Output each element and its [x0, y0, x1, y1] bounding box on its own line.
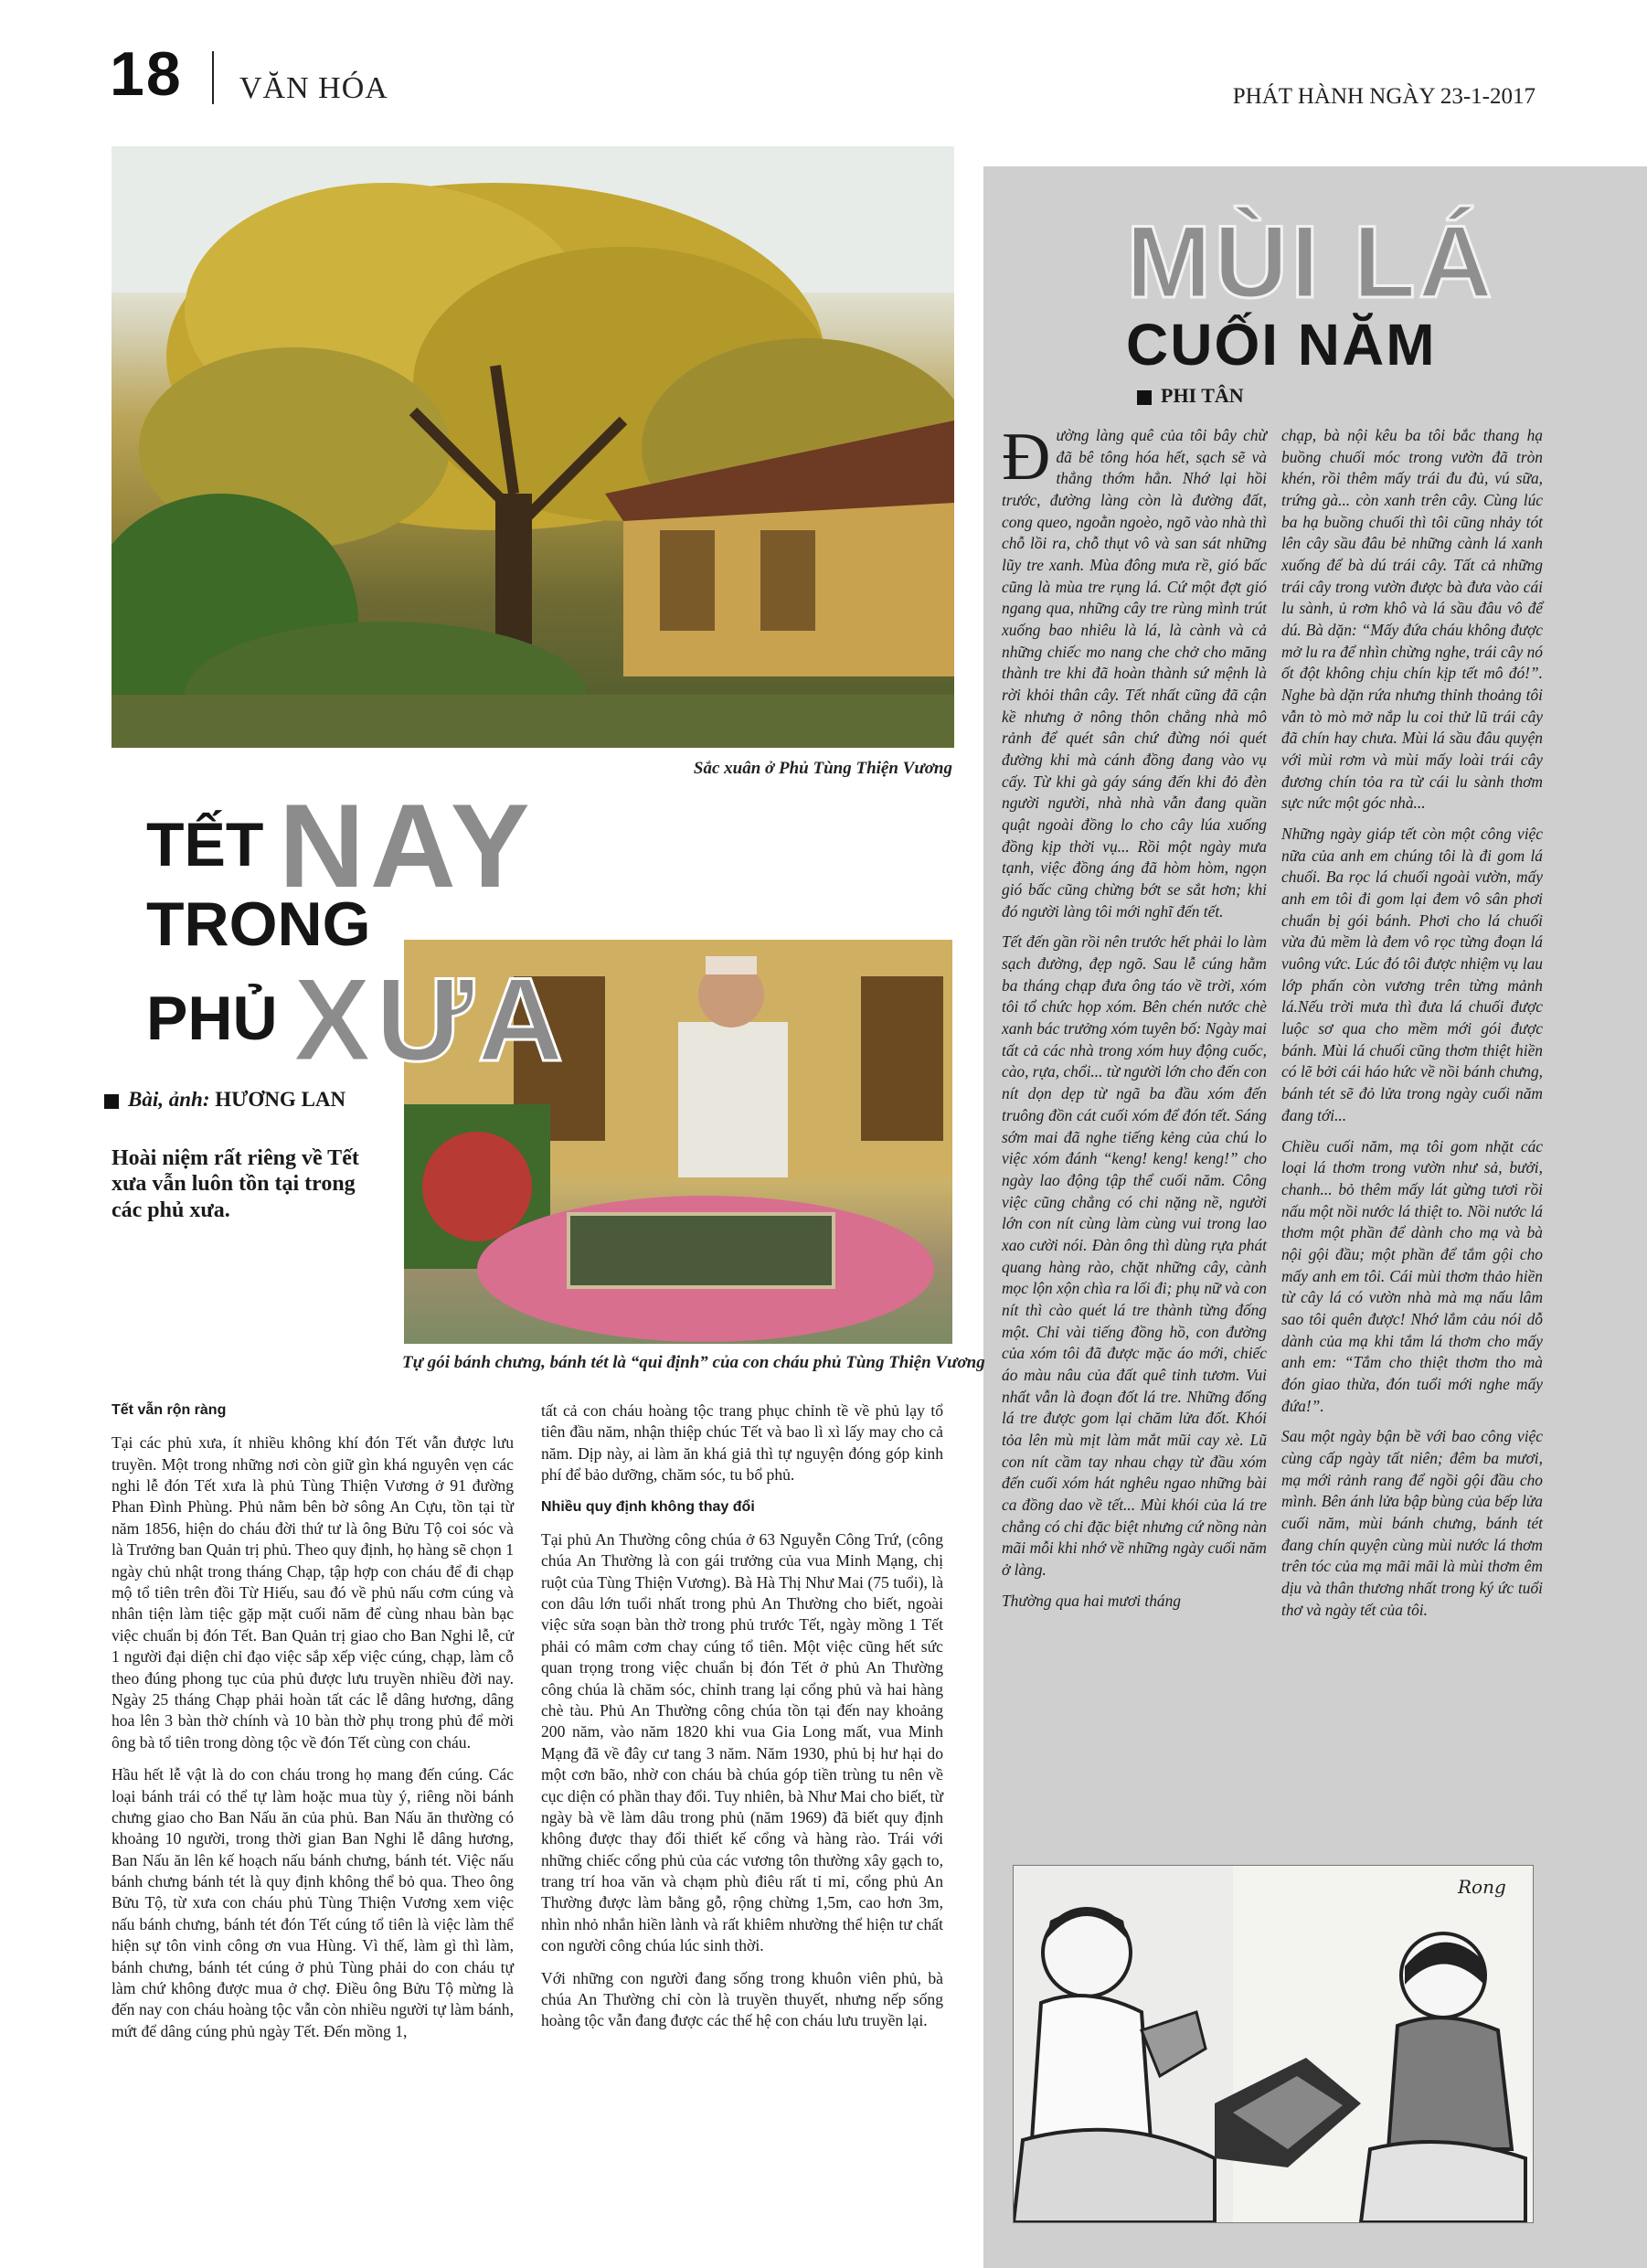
tree-photo-caption: Sắc xuân ở Phủ Tùng Thiện Vương: [693, 759, 952, 778]
paragraph: Thường qua hai mươi tháng: [1002, 1591, 1181, 1610]
right-title-line-1: MÙI LÁ: [1126, 205, 1495, 319]
byline-square-icon: [104, 1094, 119, 1109]
paragraph: Với những con người đang sống trong khuôn viên phủ, bà chúa An Thường chỉ còn là truyền thuyết, nhưng nếp sống hoàng tộc vẫn đang được các thế hệ con cháu lưu truyền lại.: [541, 1968, 943, 2030]
paragraph: Tại các phủ xưa, ít nhiều không khí đón Tết vẫn được lưu truyền. Một trong những nơi còn giữ gìn khá nguyên vẹn các nghi lễ đón Tết xưa là phủ Tùng Thiện Vương ở 91 đường Phan Đình Phùng. Phủ nằm bên bờ sông An Cựu, tồn tại từ năm 1856, hiện do cháu đời thứ tư là ông Bửu Tộ coi sóc và là Trưởng ban Quản trị phủ. Theo quy định, họ hàng sẽ chọn 1 ngày chủ nhật trong tháng Chạp, tập hợp con cháu để đi chạp mộ tổ tiên trên đồi Từ Hiếu, sau đó về phủ nấu cơm cúng và nhân tiện làm tiệc gặp mặt cuối năm để cùng nhau bàn bạc việc chuẩn bị đón Tết. Ban Quản trị giao cho Ban Nghi lễ, cử 1 người đại diện chỉ đạo việc sắp xếp việc cúng, chạp, làm cỗ theo đúng phong tục của phủ được lưu truyền nhiều đời nay. Ngày 25 tháng Chạp phải hoàn tất các lễ dâng hương, dâng hoa lên 3 bàn thờ chính và 10 bàn thờ phụ trong phủ để mời ông bà tổ tiên trong dòng tộc về đón Tết cùng con cháu.: [112, 1433, 514, 1752]
subheading-1: Tết vẫn rộn ràng: [112, 1402, 227, 1418]
paragraph: [1002, 420, 1267, 922]
family-photo-caption: Tự gói bánh chưng, bánh tét là “qui định” của con cháu phủ Tùng Thiện Vương: [402, 1353, 985, 1372]
headline-word-xua: XƯA: [292, 953, 568, 1086]
section-name: VĂN HÓA: [239, 71, 388, 105]
children-illustration: [1013, 1865, 1534, 2223]
illustration-signature: Rong: [1458, 1876, 1506, 1898]
paragraph: Sau một ngày bận bề với bao công việc cùng cấp ngày tất niên; đêm ba mươi, mạ mới rảnh rang để ngồi gội đầu cho mình. Bên ánh lửa bập bùng của bếp lửa cuối năm, mùi bánh chưng, bánh tét đang chín quyện cùng mùi nước lá thơm trên tóc của mạ mãi mãi là mùi thơm êm dịu và thân thương nhất trong ký ức tuổi thơ và ngày tết của tôi.: [1281, 1427, 1543, 1619]
left-article-column-1: [112, 1400, 514, 2053]
byline-author: HƯƠNG LAN: [215, 1088, 346, 1111]
headline-word-nay: NAY: [279, 779, 536, 912]
paragraph: Hầu hết lễ vật là do con cháu trong họ mang đến cúng. Các loại bánh trái có thể tự làm hoặc mua tùy ý, riêng nồi bánh chưng giao cho Ban Nấu ăn của phủ. Ban Nấu ăn thường có khoảng 10 người, trong thời gian Ban Nghi lễ dâng hương, Ban Nấu ăn lên kế hoạch nấu bánh chưng, bánh tét. Việc nấu bánh chưng bánh tét là quy định không thể bỏ qua. Theo ông Bửu Tộ, từ xưa con cháu phủ Tùng Thiện Vương xem việc nấu bánh chưng, bánh tét đón Tết cúng tổ tiên là việc làm thể hiện sự tôn vinh công ơn vua Hùng. Vì thế, làm gì thì làm, bánh chưng, bánh tét cúng ở phủ Tùng phải do con cháu tự làm chứ không được mua ở chợ. Điều ông Bửu Tộ mừng là đến nay con cháu hoàng tộc vẫn còn nhiều người tự làm bánh, mứt để dâng cúng phủ ngày Tết. Đến mồng 1,: [112, 1765, 514, 2040]
left-byline: [104, 1088, 345, 1112]
headline-word-tet: TẾT: [146, 810, 264, 879]
paragraph: Tết đến gần rồi nên trước hết phải lo làm sạch đường, đẹp ngõ. Sau lễ cúng hằm ba tháng chạp đưa ông táo về trời, xóm tôi tổ chức họp xóm. Bên chén nước chè xanh bác trưởng xóm tuyên bố: Ngày mai tất cả các nhà trong xóm huy động cuốc, cào, rựa, chổi... từ người lớn cho đến con nít dọn dẹp từ ngã ba đầu xóm đến truông đồn cát cuối xóm để đón tết. Sáng sớm mai đã nghe tiếng kẻng của chú lo việc xóm đánh “keng! keng! keng!” cho ngày lao động tập thể cuối năm. Công việc cũng chẳng có chi nặng nề, người lớn con nít cùng làm cùng vui trong lao xao cười nói. Đàn ông thì dùng rựa phát quang hàng rào, chặt những cây, cành mọc lộn xộn chìa ra lối đi; phụ nữ và con nít thì cào quét lá tre thành từng đống một. Chỉ vài tiếng đồng hồ, con đường của xóm tôi đã được mặc áo mới, chiếc áo màu nâu của đất quê tinh tươm. Vui nhất vẫn là đoạn đốt lá tre. Những đống lá tre được gom lại chăm lửa đốt. Khói tỏa lên mù mịt làm mắt mũi cay xè. Lũ con nít cầm tay nhau chạy từ đầu xóm đến cuối xóm hát nghêu ngao những bài ca đồng dao về tết... Mùi khói của lá tre chẳng có chi đặc biệt nhưng cứ nồng nàn mãi mỗi khi nhớ về những ngày cuối năm ở làng.: [1002, 932, 1267, 1579]
article-lead: Hoài niệm rất riêng về Tết xưa vẫn luôn tồn tại trong các phủ xưa.: [112, 1146, 359, 1222]
right-byline: [1137, 384, 1244, 408]
paragraph: Chiều cuối năm, mạ tôi gom nhặt các loại lá thơm trong vườn như sả, bưởi, chanh... bỏ thêm mấy lát gừng tươi rồi nấu một nồi nước lá thiệt to. Nồi nước lá thơm một phần để dành cho mạ và bà nội gội đầu; một phần để tắm gội cho mấy anh em tôi. Cái mùi thơm thảo hiền từ cây lá có vườn nhà mà mạ nấu lâm sao tôi quên được! Nhớ lắm cảu nói dỗ dành của mạ khi tắm lá thơm cho mấy anh em: “Tắm cho thiệt thơm tho mà đón giao thừa, đón tuổi mới nghe mấy đứa!”.: [1281, 1136, 1543, 1415]
paragraph-text: ường làng quê của tôi bây chừ đã bê tông hóa hết, sạch sẽ và thẳng thớm hẳn. Nhớ lại hồi trước, đường làng còn là đường đất, cong queo, ngoằn ngoèo, ngõ vào nhà thì chỗ lồi ra, chỗ thụt vô và san sát những lũy tre xanh. Mùa đông mưa rề, gió bấc cũng là mùa tre rụng lá. Cứ một đợt gió ngang qua, những cây tre rùng mình trút xuống bao nhiêu là lá, là cành và cả những chiếc mo nang che chở cho măng thành tre khi đã hoàn thành sứ mệnh là rời khỏi thân cây. Tết nhất cũng đã cận kề nhưng ở nông thôn chẳng nhà mô rảnh để quét sân chứ đừng nói quét đường khi mà cánh đồng đang vào vụ cấy. Từ khi gà gáy sáng đến khi đỏ đèn người người, nhà nhà vẫn đang quần quật ngoài đồng lo cho cây lúa xuống đồng kịp thời vụ... Rồi một ngày mưa tạnh, việc đồng áng đã hòm hòm, ngọn gió bấc cũng chừng bớt se sắt hơn; khi đó người làng tôi mới nghĩ đến tết.: [1002, 426, 1267, 921]
tree-photo: [112, 146, 954, 748]
right-article-column-2: [1281, 425, 1543, 1630]
paragraph: Những ngày giáp tết còn một công việc nữa của anh em chúng tôi là đi gom lá chuối. Ba rọc lá chuối ngoài vườn, mấy anh em tôi đi gom lại đem vô sân phơi chuẩn bị gói bánh. Phơi cho lá chuối vừa đủ mềm là đem vô rọc từng đoạn lá vuông vức. Lúc đó tôi được nhiệm vụ lau lớp phấn còn vương trên từng mảnh lá.Nếu trời mưa thì đưa lá chuối được luộc sơ qua cho mềm mới gói được bánh. Mùi lá chuối cũng thơm thiệt hiền có lẽ bởi cái háo hức về nồi bánh chưng, bánh tét sẽ đỏ lửa trong ngày cuối năm đang tới...: [1281, 825, 1543, 1124]
right-article-column-1: [1002, 420, 1267, 1621]
paragraph: tất cả con cháu hoàng tộc trang phục chỉnh tề về phủ lạy tổ tiên đầu năm, nhận thiệp chúc Tết và bao lì xì lấy may cho cả năm. Dịp này, ai làm ăn khá giả thì tự nguyện đóng góp kinh phí để bảo dưỡng, chăm sóc, tu bổ phủ.: [541, 1401, 943, 1485]
byline-author: PHI TÂN: [1161, 384, 1244, 407]
paragraph: Tại phủ An Thường công chúa ở 63 Nguyễn Công Trứ, (công chúa An Thường là con gái trưởng của vua Minh Mạng, chị ruột của Tùng Thiện Vương). Bà Hà Thị Như Mai (75 tuổi), là con dâu lớn tuổi nhất trong phủ An Thường cho biết, ngoài việc sửa soạn bàn thờ trong phủ trước Tết, ngày mồng 1 Tết phải có mâm cơm chay cúng tổ tiên. Một việc cũng hết sức quan trọng trong việc chuẩn bị đón Tết ở phủ An Thường công chúa là chăm sóc, chỉnh trang lại cổng phủ và hai hàng chè tàu. Phủ An Thường công chúa tồn tại đến nay khoảng 200 năm, vào năm 1820 khi vua Gia Long mất, vua Minh Mạng đã về đây cư tang 3 năm. Năm 1930, phủ bị hư hại do một cơn bão, nhờ con cháu bà chúa góp tiền trùng tu nên về cục diện có phần thay đổi. Tuy nhiên, bà Như Mai cho biết, từ ngày bà về làm dâu trong phủ (năm 1969) đã biết quy định không được thay đổi thiết kế cổng và hàng rào. Trái với những chiếc cổng phủ của các vương tôn thường xây gạch to, trang trí hoa văn và chạm phù điêu rất tỉ mỉ, cổng phủ An Thường được làm bằng gỗ, rộng chừng 1,5m, cao hơn 3m, nhìn nhỏ nhắn hiền lành và rất khiêm nhường thể hiện tư chất con người công chúa lúc sinh thời.: [541, 1529, 943, 1955]
right-title-line-2: CUỐI NĂM: [1126, 312, 1437, 378]
headline-word-trong: TRONG: [146, 889, 371, 959]
left-article-column-2: [541, 1400, 943, 2043]
header-divider: [212, 51, 214, 104]
byline-prefix: Bài, ảnh:: [128, 1088, 216, 1111]
paragraph: chạp, bà nội kêu ba tôi bắc thang hạ buồng chuối móc trong vườn đã tròn khén, rồi thêm mấy trái đu đủ, vú sữa, trứng gà... còn xanh trên cây. Cùng lúc ba hạ buồng chuối thì tôi cũng nhảy tót lên cây sầu đâu bẻ những cành lá xanh xuống để bà dú trái cây. Tất cả những trái cây trong vườn được bà đưa vào cái lu sành, ủ rơm khô và lá sầu đâu vô để dú. Bà dặn: “Mấy đứa cháu không được mở lu ra để nhìn chừng nghe, trái cây nó ốt đột không chịu chín kịp tết mô đó!”. Nghe bà dặn rứa nhưng thỉnh thoảng tôi vẫn tò mò mở nắp lu coi thử lũ trái cây đã chín hay chưa. Mùi lá sầu đâu quyện với mùi rơm và mùi mấy loài trái cây đương chín tỏa ra từ cái lu sành thơm sực nức một góc nhà...: [1281, 426, 1543, 813]
byline-square-icon: [1137, 390, 1152, 405]
subheading-2: Nhiều quy định không thay đổi: [541, 1498, 755, 1515]
headline-word-phu: PHỦ: [146, 984, 278, 1053]
issue-date: PHÁT HÀNH NGÀY 23-1-2017: [1232, 84, 1535, 109]
page-number: 18: [110, 39, 183, 109]
drop-cap: Đ: [1002, 420, 1051, 495]
